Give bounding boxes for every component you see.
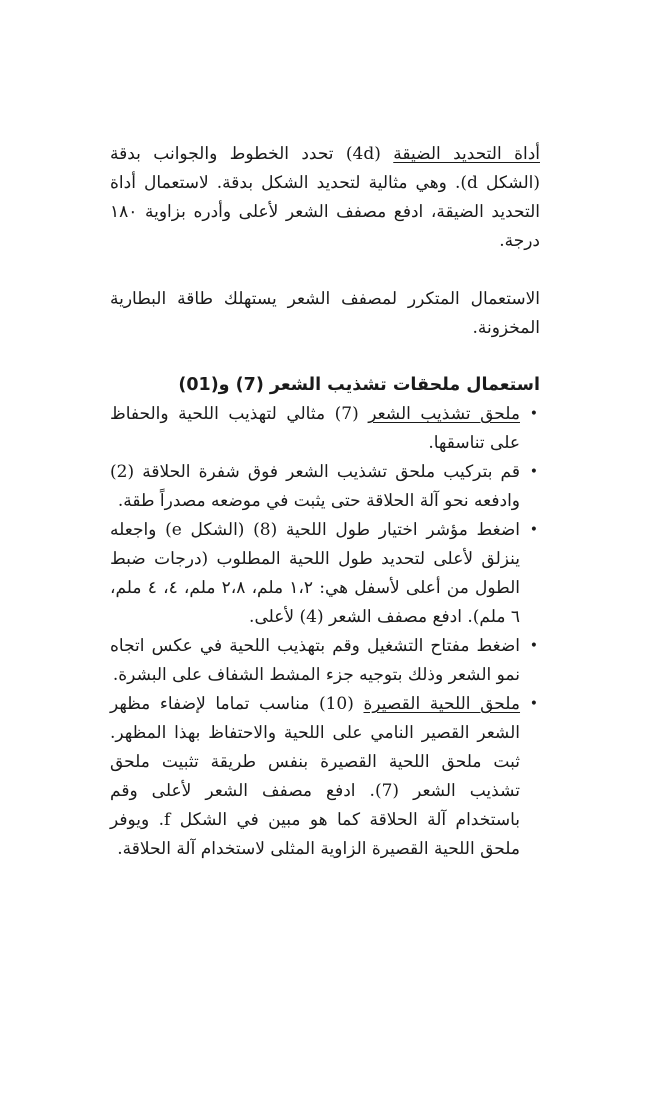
- bullet-icon: •: [529, 406, 538, 422]
- list-item: [110, 400, 540, 458]
- list-item: [110, 516, 540, 632]
- list-item: [110, 458, 540, 516]
- battery-note-paragraph: الاستعمال المتكرر لمصفف الشعر يستهلك طاقة البطارية المخزونة.: [110, 289, 540, 338]
- list-item-text: (10) مناسب تماما لإضفاء مظهر الشعر القصير النامي على اللحية والاحتفاظ بهذا المظهر. ثبت ملحق اللحية القصيرة بنفس طريقة تثبيت ملحق تشذيب الشعر (7). ادفع مصفف الشعر لأعلى وقم باستخدام آلة الحلاقة كما هو مبين في الشكل f. ويوفر ملحق اللحية القصيرة الزاوية المثلى لاستخدام آلة الحلاقة.: [110, 694, 520, 859]
- narrow-trimmer-text: (4d) تحدد الخطوط والجوانب بدقة (الشكل d). وهي مثالية لتحديد الشكل بدقة. لاستعمال أداة التحديد الضيقة، ادفع مصفف الشعر لأعلى وأدره بزاوية ١٨٠ درجة.: [110, 144, 540, 251]
- list-item-text: اضغط مؤشر اختيار طول اللحية (8) (الشكل e) واجعله ينزلق لأعلى لتحديد طول اللحية المطلوب (درجات ضبط الطول من أعلى لأسفل هي: ١،٢ ملم، ٢،٨ ملم، ٤، ٤ ملم، ٦ ملم). ادفع مصفف الشعر (4) لأعلى.: [110, 520, 521, 627]
- bullet-icon: •: [529, 522, 538, 538]
- list-item: [110, 690, 540, 864]
- manual-page: [110, 140, 540, 864]
- bullet-icon: •: [529, 464, 538, 480]
- list-item-text: اضغط مفتاح التشغيل وقم بتهذيب اللحية في عكس اتجاه نمو الشعر وذلك بتوجيه جزء المشط الشفاف على البشرة.: [110, 636, 520, 685]
- short-beard-term: ملحق اللحية القصيرة: [363, 694, 521, 714]
- hair-trimmer-term: ملحق تشذيب الشعر: [368, 404, 520, 424]
- list-item-text: قم بتركيب ملحق تشذيب الشعر فوق شفرة الحلاقة (2) وادفعه نحو آلة الحلاقة حتى يثبت في موضعه مصدراً طقة.: [110, 462, 520, 511]
- bullet-icon: •: [529, 696, 538, 712]
- instructions-list: [110, 400, 540, 864]
- section-title: استعمال ملحقات تشذيب الشعر (7) و(01): [178, 375, 540, 395]
- bullet-icon: •: [529, 638, 538, 654]
- narrow-trimmer-paragraph: [110, 140, 540, 256]
- list-item-text: (7) مثالي لتهذيب اللحية والحفاظ على تناسقها.: [110, 404, 520, 453]
- list-item: [110, 632, 540, 690]
- narrow-trimmer-term: أداة التحديد الضيقة: [393, 144, 540, 164]
